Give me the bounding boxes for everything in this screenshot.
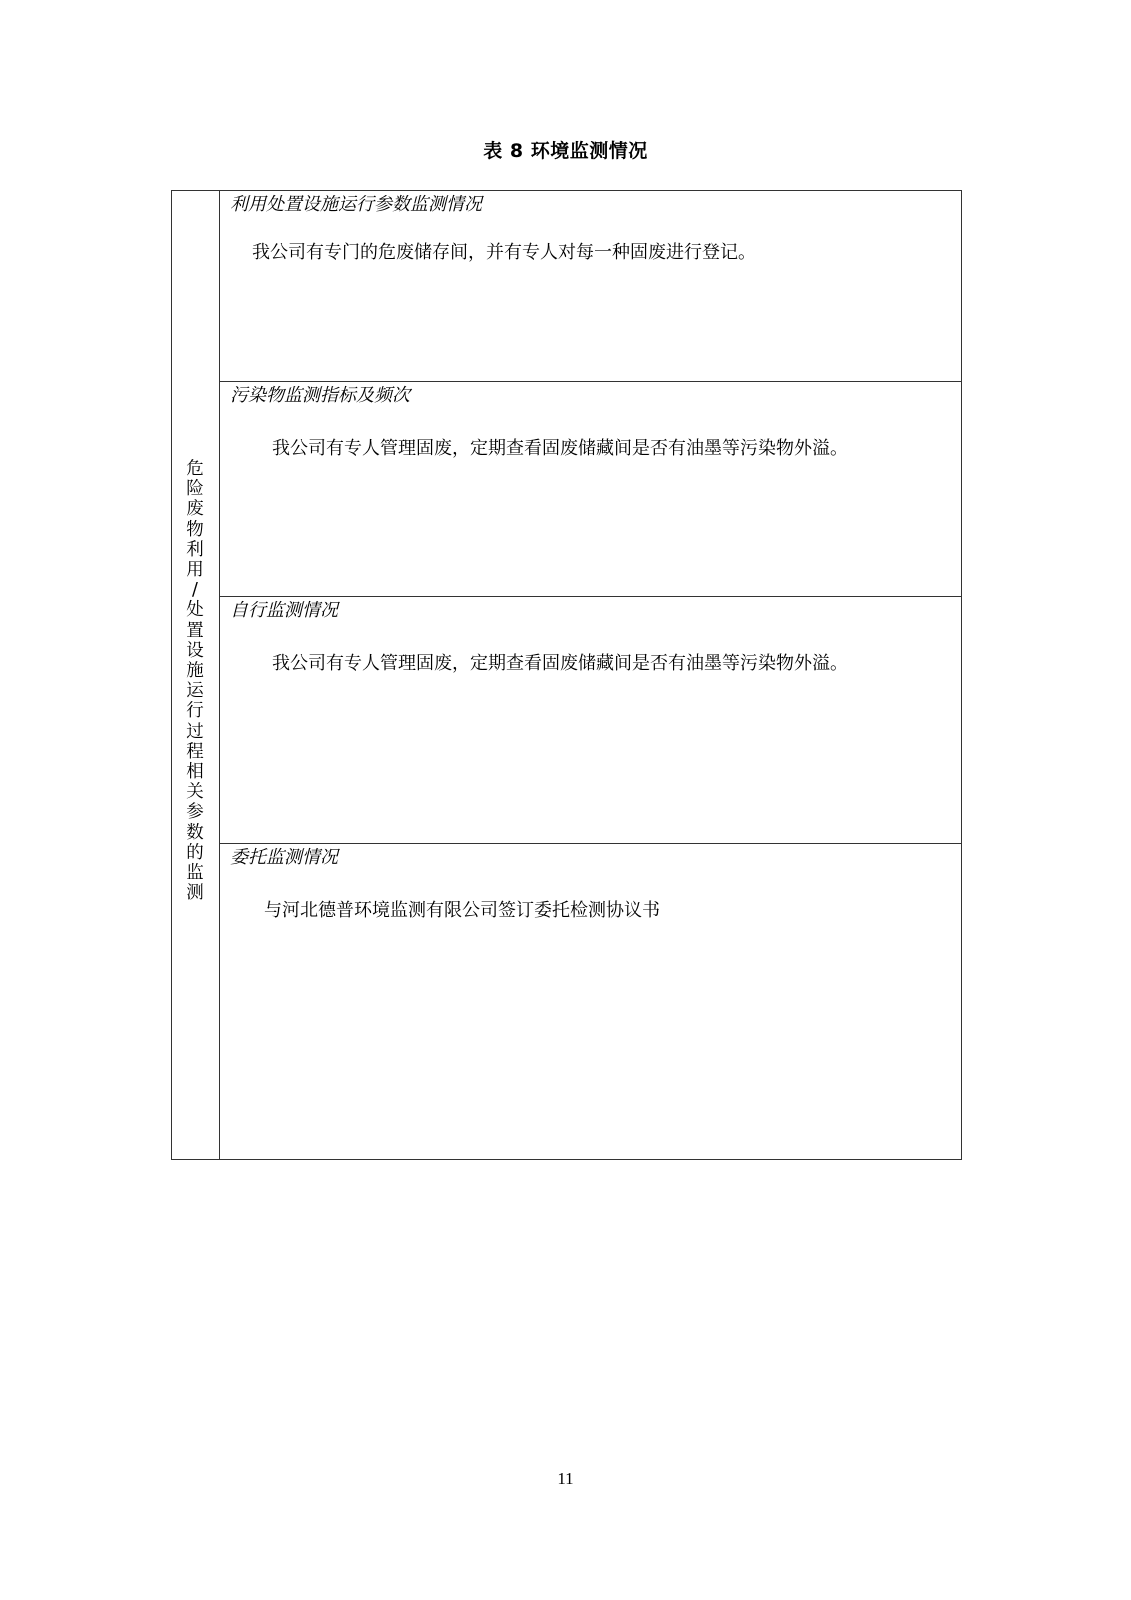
section-body: 我公司有专人管理固废，定期查看固废储藏间是否有油墨等污染物外溢。 [272, 438, 848, 459]
table-title: 表 8 环境监测情况 [483, 140, 648, 162]
side-label-char: 过 [186, 721, 204, 742]
side-header-label [172, 459, 218, 903]
side-header-cell [172, 191, 220, 1159]
page-number: 11 [557, 1469, 574, 1488]
section-commissioned-monitoring [220, 844, 961, 1159]
section-facility-parameters [220, 191, 961, 382]
side-label-char: 参 [186, 802, 204, 823]
section-heading: 污染物监测指标及频次 [230, 385, 410, 406]
side-label-char: 物 [186, 519, 204, 540]
section-body: 我公司有专人管理固废，定期查看固废储藏间是否有油墨等污染物外溢。 [272, 653, 848, 674]
side-label-char: 监 [186, 863, 204, 884]
side-label-char: 险 [186, 479, 204, 500]
section-heading: 委托监测情况 [230, 847, 338, 868]
side-label-char: 测 [186, 883, 204, 904]
section-self-monitoring [220, 597, 961, 844]
side-label-char: 用 [186, 560, 204, 581]
side-label-char: 关 [186, 782, 204, 803]
section-pollutant-indicators [220, 382, 961, 597]
monitoring-table [171, 190, 962, 1160]
side-label-char: 置 [186, 620, 204, 641]
side-label-char: 废 [186, 499, 204, 520]
side-label-char: 程 [186, 741, 204, 762]
side-label-char: 危 [186, 459, 204, 479]
side-label-char: 施 [186, 661, 204, 682]
side-label-char: 处 [186, 600, 204, 621]
section-body: 我公司有专门的危废储存间，并有专人对每一种固废进行登记。 [252, 242, 756, 263]
side-label-char: 行 [186, 701, 204, 722]
section-heading: 利用处置设施运行参数监测情况 [230, 194, 482, 215]
section-heading: 自行监测情况 [230, 600, 338, 621]
side-label-char: 相 [186, 762, 204, 783]
section-body: 与河北德普环境监测有限公司签订委托检测协议书 [264, 900, 660, 921]
side-label-char: 利 [186, 539, 204, 560]
side-label-char: 数 [186, 822, 204, 843]
side-label-char: 的 [186, 842, 204, 863]
side-label-char: 设 [186, 640, 204, 661]
side-label-char: 运 [186, 681, 204, 702]
side-label-char: / [192, 580, 198, 601]
